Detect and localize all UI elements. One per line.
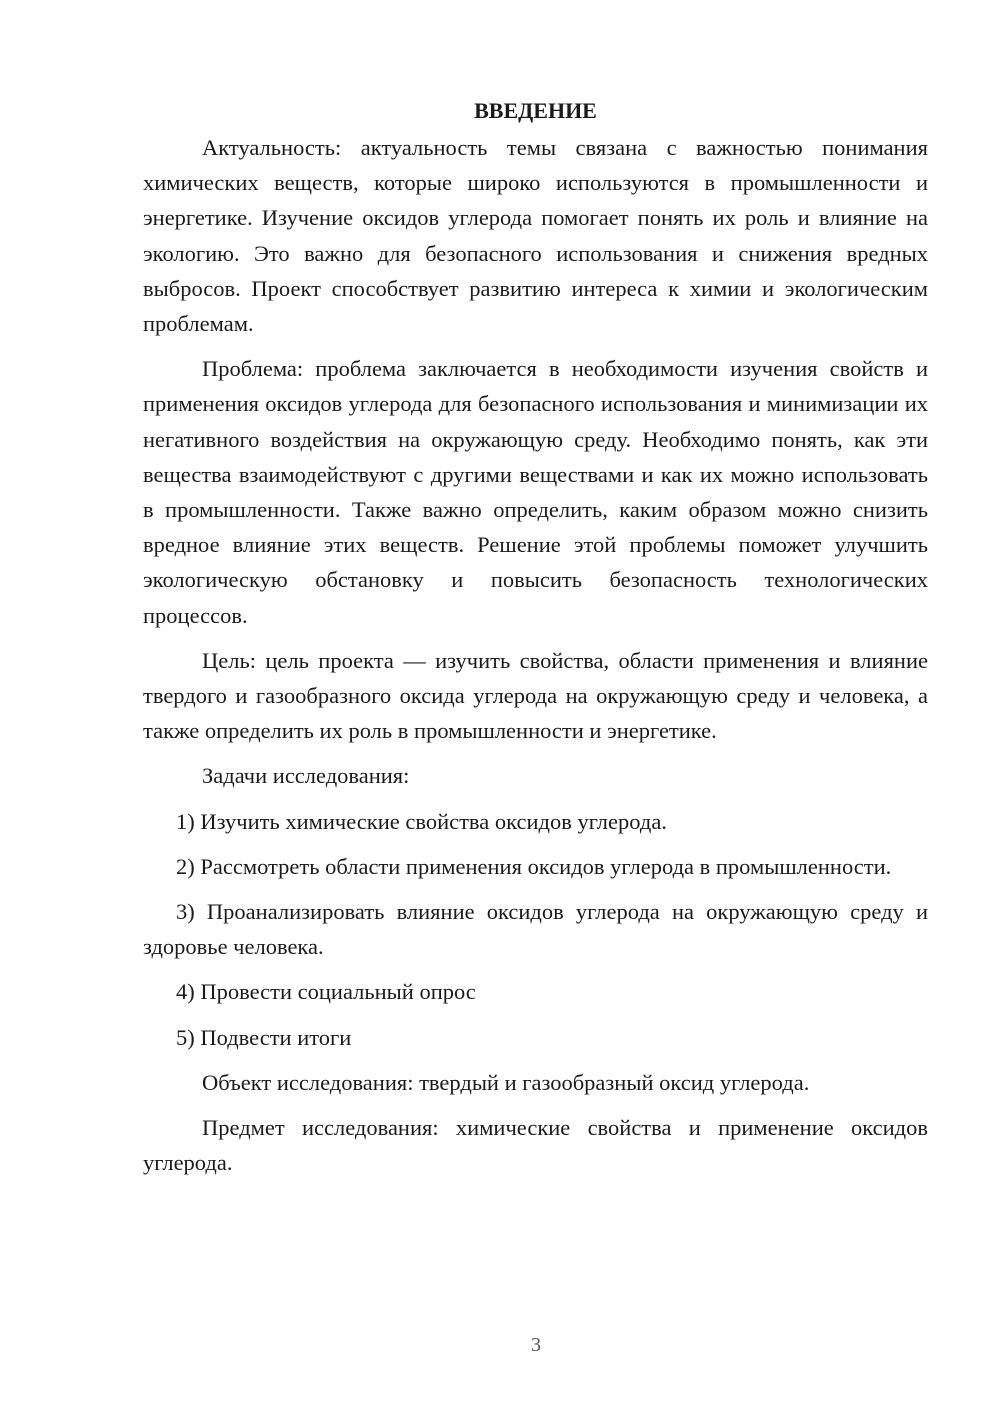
task-item-4: 4) Провести социальный опрос xyxy=(176,979,476,1005)
research-subject: Предмет исследования: химические свойства и применение оксидов углерода. xyxy=(143,1115,928,1176)
paragraph-relevance: Актуальность: актуальность темы связана с важностью понимания химических веществ, которые широко используются в промышленности и энергетике. Изучение оксидов углерода помогает понять их роль и влияние на экологию. Это важно для безопасного использования и снижения вредных выбросов. Проект способствует развитию интереса к химии и экологическим проблемам. xyxy=(143,135,928,337)
research-object: Объект исследования: твердый и газообразный оксид углерода. xyxy=(202,1069,810,1095)
task-item-5: 5) Подвести итоги xyxy=(176,1024,352,1050)
tasks-heading: Задачи исследования: xyxy=(202,763,410,789)
task-item-3: 3) Проанализировать влияние оксидов углерода на окружающую среду и здоровье человека. xyxy=(143,899,928,960)
paragraph-problem: Проблема: проблема заключается в необходимости изучения свойств и применения оксидов углерода для безопасного использования и минимизации их негативного воздействия на окружающую среду. Необходимо понять, как эти вещества взаимодействуют с другими веществами и как их можно использовать в промышленности. Также важно определить, каким образом можно снизить вредное влияние этих веществ. Решение этой проблемы поможет улучшить экологическую обстановку и повысить безопасность технологических процессов. xyxy=(143,356,928,628)
paragraph-goal: Цель: цель проекта — изучить свойства, области применения и влияние твердого и газообразного оксида углерода на окружающую среду и человека, а также определить их роль в промышленности и энергетике. xyxy=(143,647,928,744)
page-number: 3 xyxy=(531,1334,541,1356)
task-item-2: 2) Рассмотреть области применения оксидов углерода в промышленности. xyxy=(176,853,892,879)
task-item-1: 1) Изучить химические свойства оксидов углерода. xyxy=(176,808,667,834)
page-title: ВВЕДЕНИЕ xyxy=(474,98,597,123)
page-content xyxy=(143,94,928,1190)
